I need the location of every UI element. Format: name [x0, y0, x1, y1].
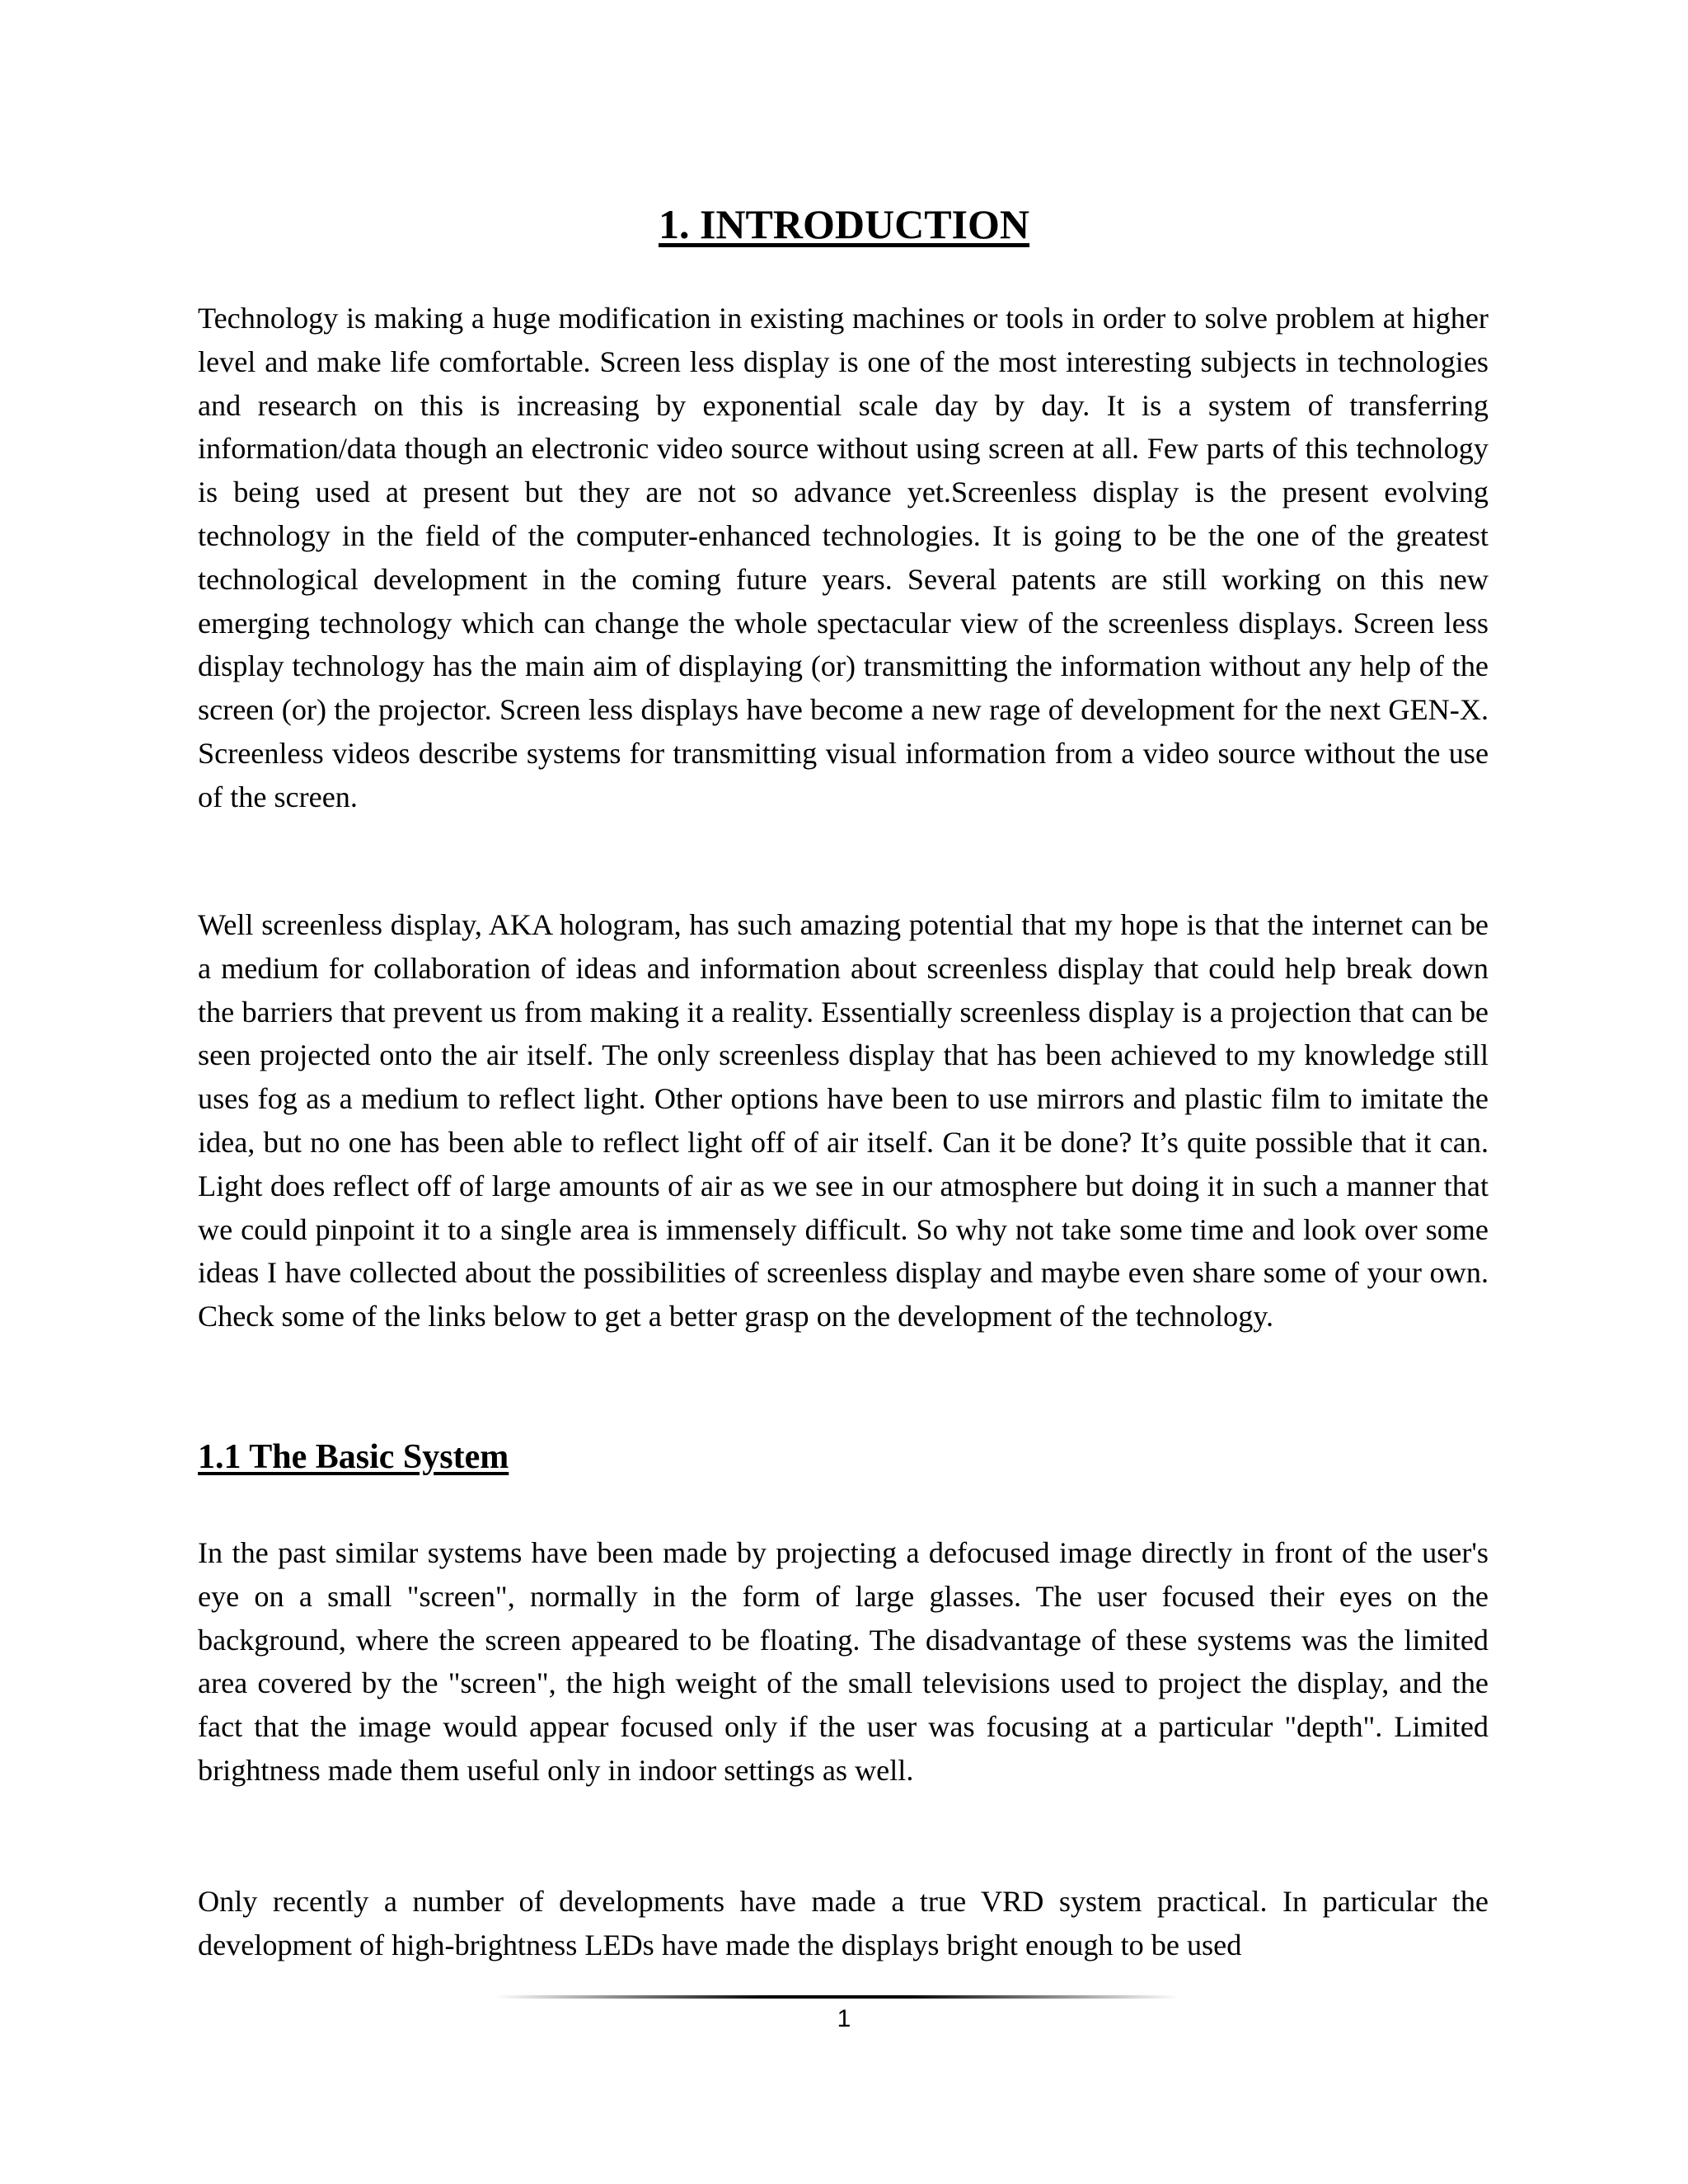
page-number: 1: [837, 2005, 851, 2032]
section-paragraph-1: In the past similar systems have been made by projecting a defocused image directly in front of the user's eye on a small "screen", normally in the form of large glasses. The user focused their eyes on the background, where the screen appeared to be floating. The disadvantage of these systems was the limited area covered by the "screen", the high weight of the small televisions used to project the display, and the fact that the image would appear focused only if the user was focusing at a particular "depth". Limited brightness made them useful only in indoor settings as well.: [198, 1536, 1489, 1787]
footer-divider: [495, 1995, 1179, 1999]
section-heading: 1.1 The Basic System: [198, 1438, 509, 1476]
intro-paragraph-1: Technology is making a huge modification in existing machines or tools in order to solve problem at higher level and make life comfortable. Screen less display is one of the most interesting subjects in technologies and research on this is increasing by exponential scale day by day. It is a system of transferring information/data though an electronic video source without using screen at all. Few parts of this technology is being used at present but they are not so advance yet.Screenless display is the present evolving technology in the field of the computer-enhanced technologies. It is going to be the one of the greatest technological development in the coming future years. Several patents are still working on this new emerging technology which can change the whole spectacular view of the screenless displays. Screen less display technology has the main aim of displaying (or) transmitting the information without any help of the screen (or) the projector. Screen less displays have become a new rage of development for the next GEN-X. Screenless videos describe systems for transmitting visual information from a video source without the use of the screen.: [198, 302, 1489, 813]
chapter-title: 1. INTRODUCTION: [658, 201, 1030, 247]
section-paragraph-2: Only recently a number of developments have made a true VRD system practical. In particular the development of high-brightness LEDs have made the displays bright enough to be used: [198, 1885, 1489, 1961]
intro-paragraph-2: Well screenless display, AKA hologram, has such amazing potential that my hope is that the internet can be a medium for collaboration of ideas and information about screenless display that could help break down the barriers that prevent us from making it a reality. Essentially screenless display is a projection that can be seen projected onto the air itself. The only screenless display that has been achieved to my knowledge still uses fog as a medium to reflect light. Other options have been to use mirrors and plastic film to imitate the idea, but no one has been able to reflect light off of air itself. Can it be done? It’s quite possible that it can. Light does reflect off of large amounts of air as we see in our atmosphere but doing it in such a manner that we could pinpoint it to a single area is immensely difficult. So why not take some time and look over some ideas I have collected about the possibilities of screenless display and maybe even share some of your own. Check some of the links below to get a better grasp on the development of the technology.: [198, 908, 1489, 1333]
